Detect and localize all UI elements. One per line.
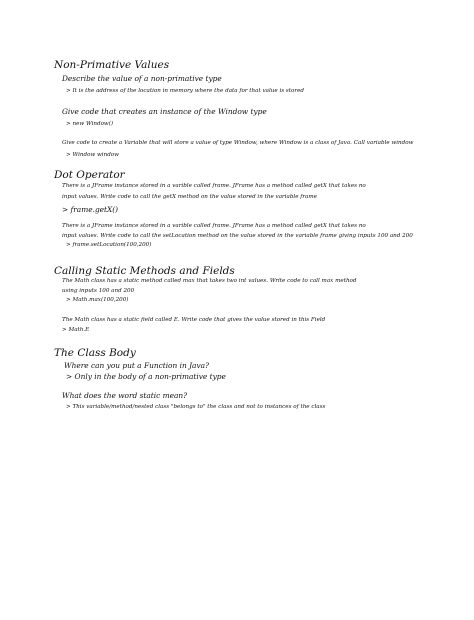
note-line: > new Window()	[66, 121, 114, 127]
note-line: > Math.E	[62, 327, 90, 333]
section-heading: Calling Static Methods and Fields	[54, 265, 235, 277]
note-line: Give code that creates an instance of the Window type	[62, 107, 267, 116]
section-heading: Dot Operator	[54, 169, 125, 181]
note-line: Where can you put a Function in Java?	[64, 361, 210, 370]
note-line: What does the word static mean?	[62, 391, 188, 400]
section-heading: The Class Body	[54, 347, 136, 359]
note-line: > Math.max(100,200)	[66, 297, 129, 303]
note-line: The Math class has a static field called E. Write code that gives the value stored in this Field	[62, 317, 326, 323]
note-line: > Only in the body of a non-primative type	[66, 372, 226, 381]
note-line: The Math class has a static method called max that takes two int values. Write code to call max method	[62, 278, 357, 284]
section-heading: Non-Primative Values	[54, 59, 170, 71]
note-line: > frame.getX()	[62, 205, 119, 214]
note-line: Give code to create a Variable that will store a value of type Window, where Window is a class of Java. Call variable window	[62, 140, 414, 146]
note-line: input values. Write code to call the getX method on the value stored in the variable frame	[62, 194, 317, 200]
note-line: > This variable/method/nested class "belongs to" the class and not to instances of the class	[66, 404, 326, 410]
note-line: > frame.setLocation(100,200)	[66, 242, 152, 248]
note-line: Describe the value of a non-primative type	[62, 74, 222, 83]
note-line: > It is the address of the location in memory where the data for that value is stored	[66, 88, 304, 94]
note-line: > Window window	[66, 152, 119, 158]
note-line: There is a JFrame instance stored in a varible called frame. JFrame has a method called getX that takes no	[62, 223, 366, 229]
note-line: input values. Write code to call the setLocation method on the value stored in the variable frame giving inputs 100 and 200	[62, 233, 413, 239]
note-line: There is a JFrame instance stored in a varible called frame. JFrame has a method called getX that takes no	[62, 183, 366, 189]
note-line: using inputs 100 and 200	[62, 288, 135, 294]
